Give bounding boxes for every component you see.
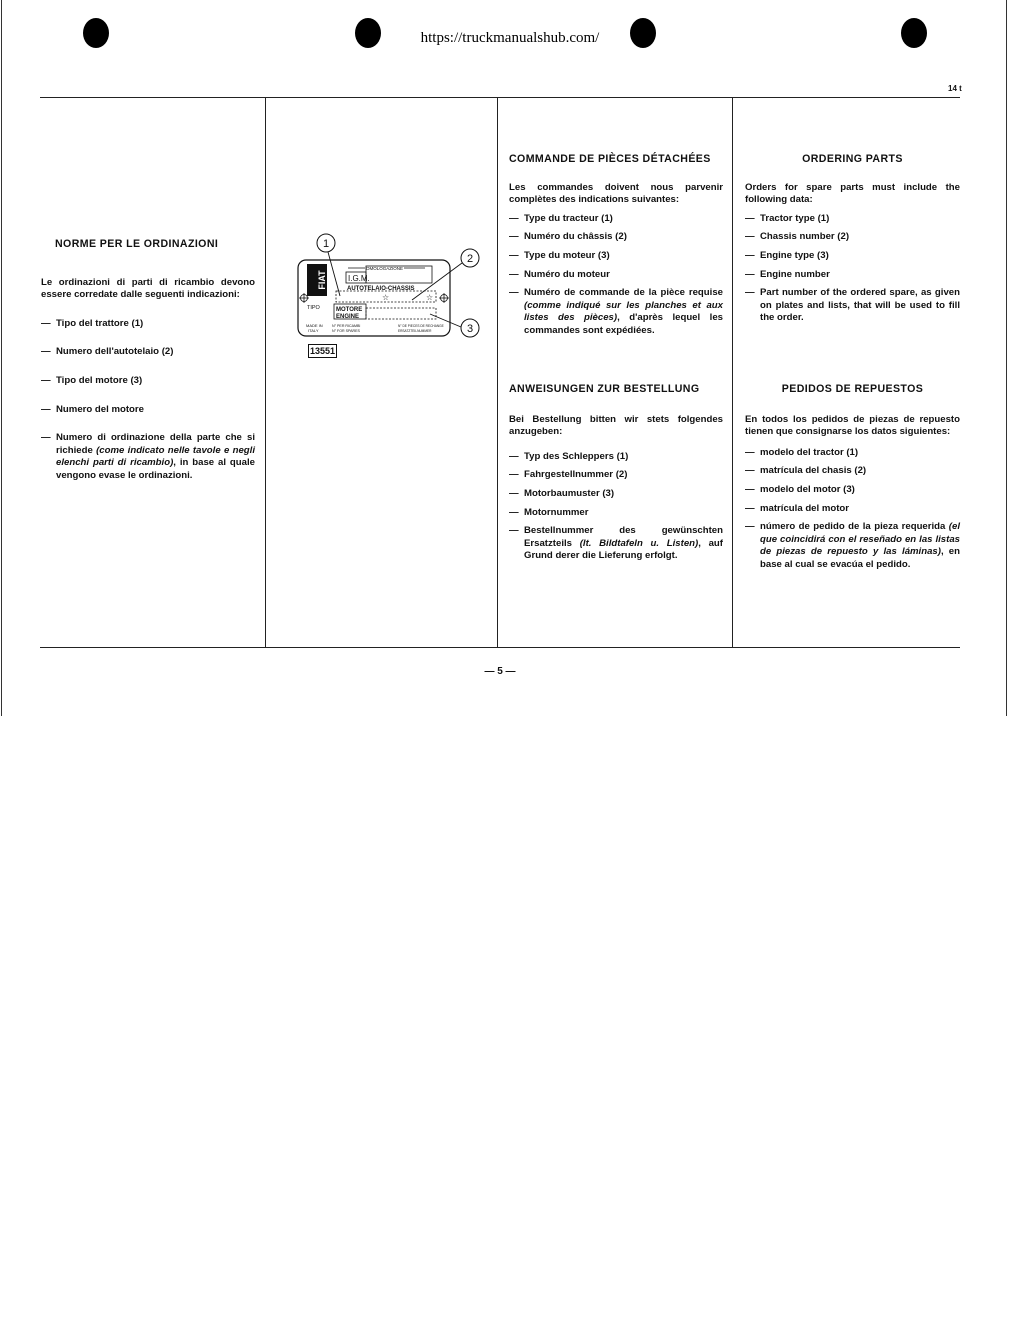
svg-text:ITALY: ITALY xyxy=(308,328,319,333)
list-item: — Engine type (3) xyxy=(745,250,960,263)
list-item: — Tipo del motore (3) xyxy=(41,375,255,388)
svg-text:ERSATZTEILNUMMER: ERSATZTEILNUMMER xyxy=(398,329,432,333)
svg-text:☆: ☆ xyxy=(426,293,434,302)
figure-number: 13551 xyxy=(310,346,336,356)
top-rule xyxy=(40,97,960,98)
svg-text:OMOLOGAZIONE: OMOLOGAZIONE xyxy=(366,266,404,271)
italian-intro xyxy=(41,277,255,302)
spanish-list xyxy=(745,447,960,572)
spanish-title: PEDIDOS DE REPUESTOS xyxy=(781,383,924,395)
right-page-edge xyxy=(1006,0,1007,716)
identification-plate-figure xyxy=(290,228,490,348)
fiat-logo-text: FIAT xyxy=(317,270,327,290)
german-intro: Bei Bestellung bitten wir stets folgendes anzugeben: xyxy=(509,413,724,438)
french-intro: Les commandes doivent nous parvenir complètes des indications suivantes: xyxy=(509,181,723,206)
page-code: 14 t xyxy=(948,84,962,93)
german-list xyxy=(509,451,723,563)
spanish-intro: En todos los pedidos de piezas de repuesto tienen que consignarse los datos siguientes: xyxy=(745,413,960,438)
list-item: — Tractor type (1) xyxy=(745,213,960,226)
left-page-edge xyxy=(1,0,2,716)
engine-field xyxy=(366,308,436,319)
english-section xyxy=(745,153,960,325)
column-divider-2 xyxy=(497,98,498,647)
column-divider-1 xyxy=(265,98,266,647)
plate-engine: ENGINE xyxy=(336,314,360,320)
french-section xyxy=(509,153,723,338)
svg-text:N° DE PIECES DE RECHANGE: N° DE PIECES DE RECHANGE xyxy=(398,324,444,328)
list-item: — Typ des Schleppers (1) xyxy=(509,451,723,464)
list-item: — Bestellnummer des gewünschten Ersatzteils (lt. Bildtafeln u. Listen), auf Grund derer die Lieferung erfolgt. xyxy=(509,525,723,563)
english-intro: Orders for spare parts must include the following data: xyxy=(745,181,960,206)
list-item: — Chassis number (2) xyxy=(745,231,960,244)
source-url[interactable]: https://truckmanualshub.com/ xyxy=(420,30,600,46)
list-item: — modelo del motor (3) xyxy=(745,484,960,497)
english-title: ORDERING PARTS xyxy=(802,153,903,165)
list-item: — matrícula del motor xyxy=(745,503,960,516)
spanish-section xyxy=(745,383,960,572)
svg-text:N° PER RICAMBI: N° PER RICAMBI xyxy=(332,324,361,328)
list-item: — Motorbaumuster (3) xyxy=(509,488,723,501)
list-item: — Numéro du moteur xyxy=(509,269,723,282)
callout-2: 2 xyxy=(466,253,474,265)
list-item: — Type du moteur (3) xyxy=(509,250,723,263)
plate-chassis-label: AUTOTELAIO-CHASSIS xyxy=(347,286,415,292)
list-item: — modelo del tractor (1) xyxy=(745,447,960,460)
svg-text:N° FOR SPARES: N° FOR SPARES xyxy=(332,329,360,333)
list-item: — Numero di ordinazione della parte che si richiede (come indicato nelle tavole e negli elenchi parti di ricambio), in base al quale vengono evase le ordinazioni. xyxy=(41,432,255,482)
svg-text:MADE IN: MADE IN xyxy=(306,323,323,328)
italian-title: NORME PER LE ORDINAZIONI xyxy=(55,238,219,250)
french-title: COMMANDE DE PIÈCES DÉTACHÉES xyxy=(509,153,711,165)
list-item: — número de pedido de la pieza requerida (el que coincidirá con el reseñado en las listas de piezas de repuesto y las láminas), en base al cual se evacúa el pedido. xyxy=(745,521,960,571)
list-item: — Motornummer xyxy=(509,507,723,520)
callout-3: 3 xyxy=(466,323,474,335)
italian-list xyxy=(41,318,255,483)
list-item: — Fahrgestellnummer (2) xyxy=(509,469,723,482)
list-item: — Numero dell'autotelaio (2) xyxy=(41,346,255,359)
english-list xyxy=(745,213,960,325)
list-item: — Part number of the ordered spare, as given on plates and lists, that will be used to fill the order. xyxy=(745,287,960,325)
italian-intro-bold: Le ordinazioni di parti di ricambio xyxy=(41,276,215,288)
page-number: — 5 — xyxy=(484,666,516,677)
plate-motore: MOTORE xyxy=(336,307,363,313)
svg-text:TIPO: TIPO xyxy=(307,305,320,311)
list-item: — Numéro du châssis (2) xyxy=(509,231,723,244)
italian-intro-rest: devono essere corredate dalle seguenti indicazioni: xyxy=(41,276,256,301)
list-item: — Numéro de commande de la pièce requise (comme indiqué sur les planches et aux listes des pièces), d'après lequel les commandes sont expédiées. xyxy=(509,287,723,337)
german-section xyxy=(509,383,723,563)
french-list xyxy=(509,213,723,338)
italian-section xyxy=(41,238,255,483)
list-item: — Tipo del trattore (1) xyxy=(41,318,255,331)
list-item: — Numero del motore xyxy=(41,404,255,417)
german-title: ANWEISUNGEN ZUR BESTELLUNG xyxy=(509,383,700,395)
list-item: — Engine number xyxy=(745,269,960,282)
plate-igm: I.G.M. xyxy=(348,274,370,283)
column-divider-3 xyxy=(732,98,733,647)
list-item: — Type du tracteur (1) xyxy=(509,213,723,226)
list-item: — matrícula del chasis (2) xyxy=(745,465,960,478)
callout-1: 1 xyxy=(322,238,330,250)
svg-text:☆: ☆ xyxy=(382,293,390,302)
bottom-rule xyxy=(40,647,960,648)
